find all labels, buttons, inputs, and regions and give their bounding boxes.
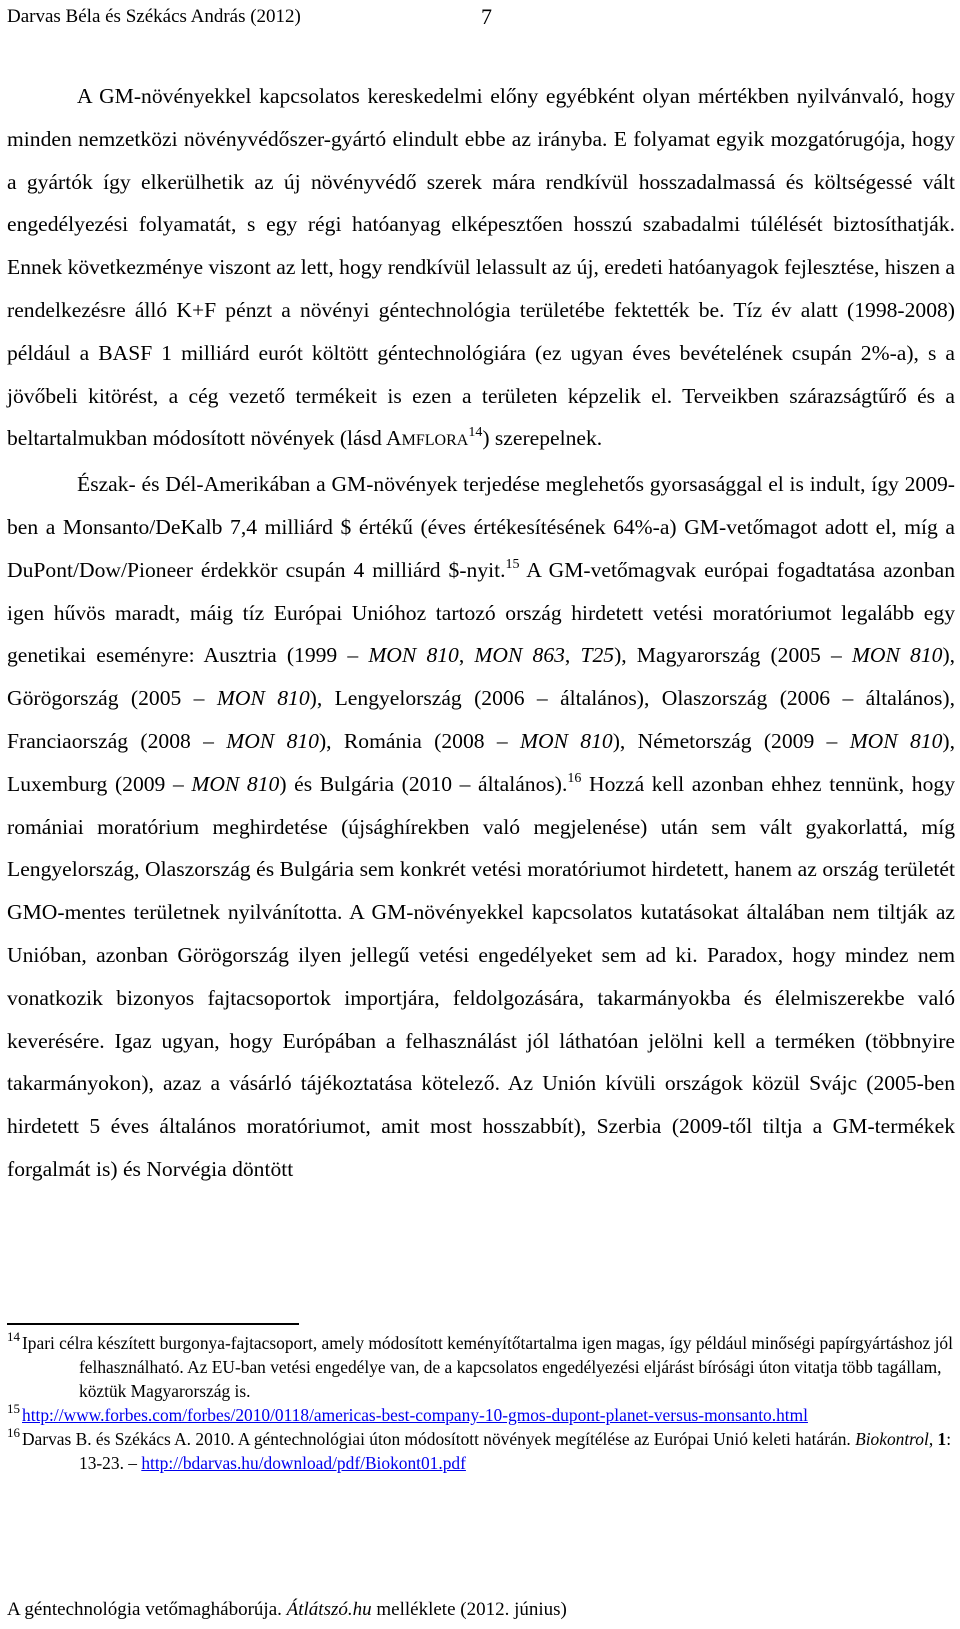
footnote-15 [7,1403,955,1427]
running-footer [7,1597,947,1623]
event-name: MON 810 [216,686,310,711]
event-name: MON 810 [520,728,613,753]
paragraph-1 [7,75,955,463]
event-name: MON 863 [474,643,565,668]
footnote-14 [7,1331,955,1403]
volume: 1 [937,1429,947,1449]
body-text [7,75,955,1191]
event-name: MON 810 [368,643,459,668]
amflora-smallcaps: MFLORA [401,432,469,450]
footnote-ref-15[interactable]: 15 [505,556,520,572]
journal-name: Biokontrol [855,1429,929,1449]
footer-text-end: melléklete (2012. június) [371,1599,567,1620]
header-authors: Darvas Béla és Székács András (2012) [7,6,301,27]
footnote-text: Ipari célra készített burgonya-fajtacsoport, amely módosított keményítőtartalma igen magas, így például minőségi papírgyártáshoz jól felhasználható. Az EU-ban vetési engedélye van, de a kapcsolatos engedélyezési eljárást bírósági úton vitatja több tagállam, köztük Magyarország is. [22,1333,953,1401]
event-name: MON 810 [191,771,280,796]
footnote-ref-16[interactable]: 16 [567,770,582,786]
paragraph-2: Észak- és Dél-Amerikában a GM-növények terjedése meglehetős gyorsasággal el is indult, így 2009-ben a Monsanto/DeKalb 7,4 milliárd $ értékű (éves értékesítésének 64%-a) GM-vetőmagot adott el, míg a DuPont/Dow/Pioneer érdekkör csupán 4 milliárd $-nyit.$^{15}$ A GM-vetőmagvak európai fogadtatása azonban igen hűvös maradt, máig tíz Európai Unióhoz tartozó ország hirdetett vetési moratóriumot legalább egy genetikai eseményre: Ausztria (1999 – MON 810, MON 863, T25), Magyarország (2005 – MON 810), Görögország (2005 – MON 810), Lengyelország (2006 – általános), Olaszország (2006 – általános), Franciaország (2008 – MON 810), Románia (2008 – MON 810), Németország (2009 – MON 810), Luxemburg (2009 – MON 810) és Bulgária (2010 – általános).$^{16}$ Hozzá kell azonban ehhez tennünk, hogy romániai moratórium meghirdetése (újsághírekben való megjelenése) után sem vált gyakorlattá, míg Lengyelország, Olaszország és Bulgária sem konkrét vetési moratóriumot hirdetett, hanem az ország területét GMO-mentes területnek nyilvánította. A GM-növényekkel kapcsolatos kutatásokat általában nem tiltják az Unióban, azonban Görögország ilyen jellegű vetési engedélyeket sem ad ki. Paradox, hogy mindez nem vonatkozik bizonyos fajtacsoportok importjára, feldolgozására, takarmányokba és élelmiszerekbe való keverésére. Igaz ugyan, hogy Európában a felhasználást jól láthatóan jelölni kell a terméken (többnyire takarmányokon), azaz a vásárló tájékoztatása kötelező. Az Unión kívüli országok közül Svájc (2005-ben hirdetett 5 éves általános moratóriumot, amit most hosszabbít), Szerbia (2009-től tiltja a GM-termékek forgalmát is) és Norvégia döntött [7,472,956,1181]
footnote-ref-14[interactable]: 14 [468,425,483,441]
footnote-number: 15 [7,1401,20,1416]
biokontrol-pdf-link[interactable]: http://bdarvas.hu/download/pdf/Biokont01.pdf [141,1453,466,1473]
paragraph-2-text-c: Hozzá kell azonban ehhez tennünk, hogy romániai moratórium meghirdetése (újsághírekben való megjelenése) után sem vált gyakorlattá, míg Lengyelország, Olaszország és Bulgária sem konkrét vetési moratóriumot hirdetett, hanem az ország területét GMO-mentes területnek nyilvánította. A GM-növényekkel kapcsolatos kutatásokat általában nem tiltják az Unióban, azonban Görögország ilyen jellegű vetési engedélyeket sem ad ki. Paradox, hogy mindez nem vonatkozik bizonyos fajtacsoportok importjára, feldolgozására, takarmányokba és élelmiszerekbe való keverésére. Igaz ugyan, hogy Európában a felhasználást jól láthatóan jelölni kell a terméken (többnyire takarmányokon), azaz a vásárló tájékoztatása kötelező. Az Unión kívüli országok közül Svájc (2005-ben hirdetett 5 éves általános moratóriumot, amit most hosszabbít), Szerbia (2009-től tiltja a GM-termékek forgalmát is) és Norvégia döntött [7,771,955,1181]
footnote-number: 14 [7,1329,20,1344]
footer-site: Átlátszó.hu [286,1599,372,1620]
event-name: MON 810 [226,728,319,753]
event-name: MON 810 [851,643,943,668]
paragraph-1-end: ) szerepelnek. [482,426,603,451]
paragraph-2-text: Észak- és Dél-Amerikában a GM-növények terjedése meglehetős gyorsasággal el is indult, így 2009-ben a Monsanto/DeKalb 7,4 milliárd $ értékű (éves értékesítésének 64%-a) GM-vetőmagot adott el, míg a DuPont/Dow/Pioneer érdekkör csupán 4 milliárd $-nyit. [7,472,955,582]
footnote-text: Darvas B. és Székács A. 2010. A géntechnológiai úton módosított növények megítélése az Európai Unió keleti határán. Biokontrol, 1: 13-23. – http://bdarvas.hu/download/pdf/Biokont01.pdf [22,1429,952,1473]
paragraph-2-text-b: A GM-vetőmagvak európai fogadtatása azonban igen hűvös maradt, máig tíz Európai Unióhoz tartozó ország hirdetett vetési moratóriumot legalább egy genetikai eseményre: Ausztria (1999 – [7,557,956,668]
footnote-number: 16 [7,1425,20,1440]
footer-text: A géntechnológia vetőmagháborúja. [7,1599,287,1620]
forbes-link[interactable]: http://www.forbes.com/forbes/2010/0118/americas-best-company-10-gmos-dupont-planet-versus-monsanto.html [22,1405,808,1425]
running-header [7,4,947,30]
paragraph-1-text: A GM-növényekkel kapcsolatos kereskedelmi előny egyébként olyan mértékben nyilvánvaló, hogy minden nemzetközi növényvédőszer-gyártó elindult ebbe az irányba. E folyamat egyik mozgatórugója, hogy a gyártók így elkerülhetik az új növényvédő szerek mára rendkívül hosszadalmassá és költségessé vált engedélyezési folyamatát, s egy régi hatóanyag elképesztően hosszú szabadalmi túlélését biztosíthatják. Ennek következménye viszont az lett, hogy rendkívül lelassult az új, eredeti hatóanyagok fejlesztése, hiszen a rendelkezésre álló K+F pénzt a növényi géntechnológia területébe fektették be. Tíz év alatt (1998-2008) például a BASF 1 milliárd eurót költött géntechnológiára (ez ugyan éves bevételének csupán 2%-a), s a jövőbeli kitörést, a cég vezető termékeit is ezen a területen képzelik el. Terveikben szárazságtűrő és a beltartalmukban módosított növények (lásd A [7,84,955,451]
footnotes [7,1331,955,1475]
event-name: T25 [580,643,615,668]
event-name: MON 810 [849,728,943,753]
footnote-16 [7,1427,955,1475]
footnote-separator [7,1323,299,1325]
page-number: 7 [481,4,492,29]
